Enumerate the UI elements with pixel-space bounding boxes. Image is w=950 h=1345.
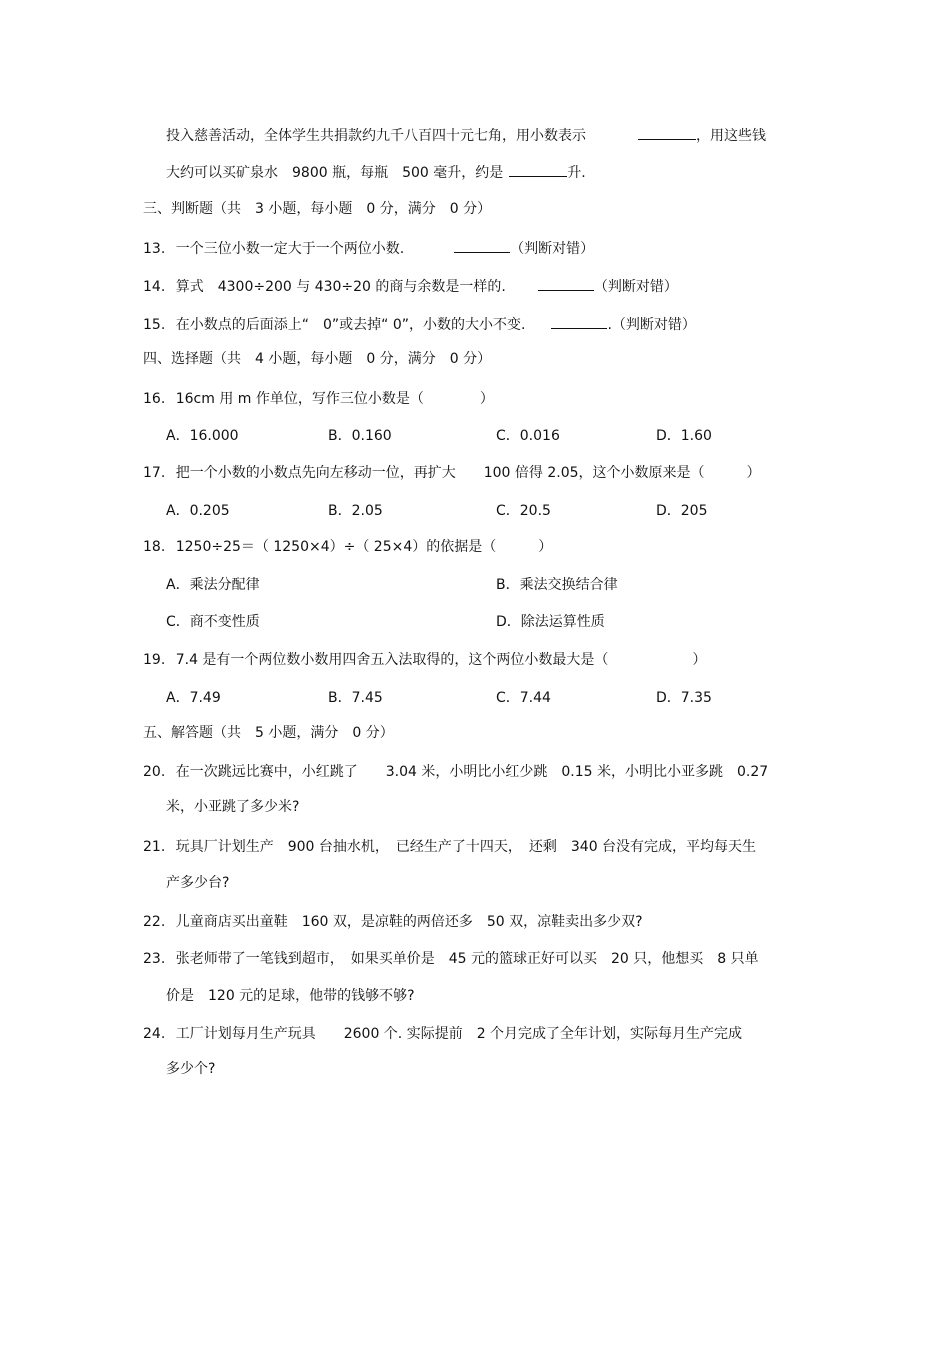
answer-blank[interactable] xyxy=(538,276,594,291)
question-15: 15. 在小数点的后面添上“ 0”或去掉“ 0”，小数的大小不变. .（判断对错） xyxy=(143,314,696,335)
q16-option-c[interactable]: C．0.016 xyxy=(496,428,560,444)
fill-in-text: 大约可以买矿泉水 9800 瓶，每瓶 500 毫升，约是 xyxy=(166,165,504,181)
section-title-judgement: 三、判断题（共 3 小题，每小题 0 分，满分 0 分） xyxy=(143,201,492,217)
q16-option-d[interactable]: D．1.60 xyxy=(656,428,712,444)
q19-option-c[interactable]: C．7.44 xyxy=(496,690,551,706)
question-17: 17. 把一个小数的小数点先向左移动一位，再扩大 100 倍得 2.05，这个小数原来是（ ） xyxy=(143,465,761,481)
q19-option-d[interactable]: D．7.35 xyxy=(656,690,712,706)
question-24-line-2: 多少个? xyxy=(166,1061,216,1077)
fill-in-text: 升. xyxy=(567,165,586,181)
answer-blank[interactable] xyxy=(454,238,510,253)
question-24: 24. 工厂计划每月生产玩具 2600 个. 实际提前 2 个月完成了全年计划，实际每月生产完成 xyxy=(143,1026,743,1042)
question-13: 13. 一个三位小数一定大于一个两位小数. （判断对错） xyxy=(143,238,594,259)
fill-in-text: 投入慈善活动，全体学生共捐款约九千八百四十元七角，用小数表示 xyxy=(166,128,586,144)
question-16: 16. 16cm 用 m 作单位，写作三位小数是（ ） xyxy=(143,391,494,407)
section-title-choice: 四、选择题（共 4 小题，每小题 0 分，满分 0 分） xyxy=(143,351,492,367)
q19-option-b[interactable]: B．7.45 xyxy=(328,690,383,706)
q19-option-a[interactable]: A．7.49 xyxy=(166,690,221,706)
q18-option-d[interactable]: D．除法运算性质 xyxy=(496,614,605,630)
q18-option-b[interactable]: B．乘法交换结合律 xyxy=(496,577,618,593)
question-22: 22. 儿童商店买出童鞋 160 双，是凉鞋的两倍还多 50 双，凉鞋卖出多少双? xyxy=(143,914,643,930)
question-18: 18. 1250÷25＝（ 1250×4）÷（ 25×4）的依据是（ ） xyxy=(143,539,553,555)
question-23: 23. 张老师带了一笔钱到超市， 如果买单价是 45 元的篮球正好可以买 20 只，他想买 8 只单 xyxy=(143,951,759,967)
q17-option-d[interactable]: D．205 xyxy=(656,503,708,519)
question-20-line-2: 米，小亚跳了多少米? xyxy=(166,799,300,815)
answer-blank[interactable] xyxy=(509,162,567,177)
q18-option-c[interactable]: C．商不变性质 xyxy=(166,614,260,630)
fill-in-continuation-line-2 xyxy=(166,162,586,183)
q16-option-b[interactable]: B．0.160 xyxy=(328,428,392,444)
question-23-line-2: 价是 120 元的足球，他带的钱够不够? xyxy=(166,988,415,1004)
q17-option-b[interactable]: B．2.05 xyxy=(328,503,383,519)
question-19: 19. 7.4 是有一个两位数小数用四舍五入法取得的，这个两位小数最大是（ ） xyxy=(143,652,707,668)
q16-option-a[interactable]: A．16.000 xyxy=(166,428,239,444)
q17-option-a[interactable]: A．0.205 xyxy=(166,503,230,519)
section-title-answer: 五、解答题（共 5 小题，满分 0 分） xyxy=(143,725,394,741)
answer-blank[interactable] xyxy=(638,125,696,140)
answer-blank[interactable] xyxy=(551,314,607,329)
question-21: 21. 玩具厂计划生产 900 台抽水机， 已经生产了十四天， 还剩 340 台没有完成，平均每天生 xyxy=(143,839,757,855)
question-21-line-2: 产多少台? xyxy=(166,875,230,891)
q18-option-a[interactable]: A．乘法分配律 xyxy=(166,577,260,593)
question-20: 20. 在一次跳远比赛中，小红跳了 3.04 米，小明比小红少跳 0.15 米，小明比小亚多跳 0.27 xyxy=(143,764,769,780)
question-14: 14. 算式 4300÷200 与 430÷20 的商与余数是一样的. （判断对错） xyxy=(143,276,678,297)
fill-in-text: ，用这些钱 xyxy=(696,128,766,144)
q17-option-c[interactable]: C．20.5 xyxy=(496,503,551,519)
fill-in-continuation-line-1 xyxy=(166,125,766,146)
